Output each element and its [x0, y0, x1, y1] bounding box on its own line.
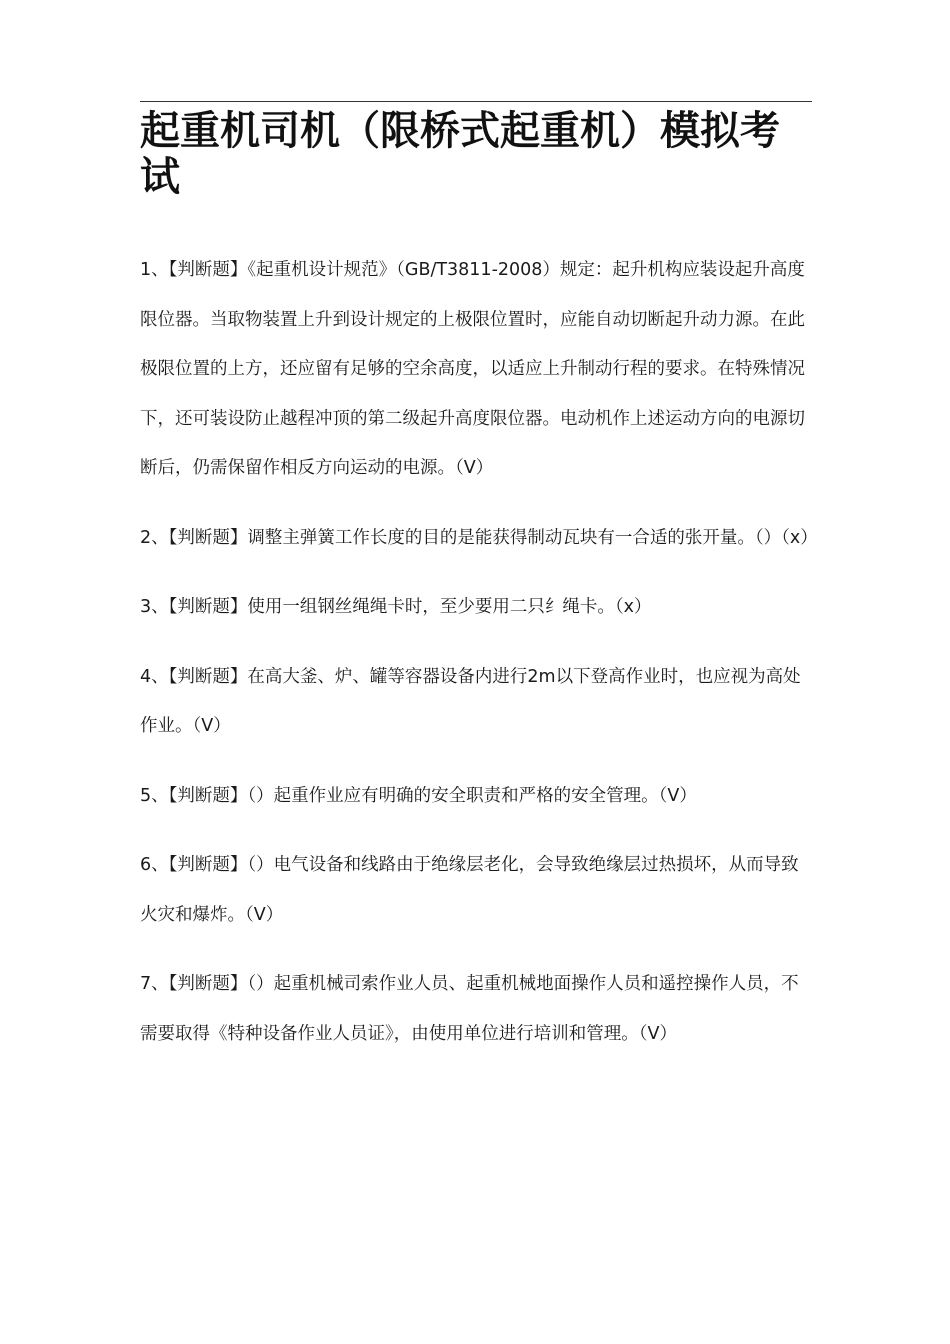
question-item: 6、【判断题】（）电气设备和线路由于绝缘层老化，会导致绝缘层过热损坏，从而导致火灾和爆炸。（V）	[140, 855, 799, 925]
question-list	[140, 246, 818, 1079]
question-item: 2、【判断题】调整主弹簧工作长度的目的是能获得制动瓦块有一合适的张开量。（）（x）	[140, 527, 818, 548]
question-item: 4、【判断题】在高大釜、炉、罐等容器设备内进行2m以下登高作业时，也应视为高处作业。（V）	[140, 666, 801, 736]
document-title: 起重机司机（限桥式起重机）模拟考试	[140, 108, 780, 200]
question-item: 5、【判断题】（）起重作业应有明确的安全职责和严格的安全管理。（V）	[140, 785, 697, 806]
title-divider	[140, 101, 812, 102]
question-item: 3、【判断题】使用一组钢丝绳绳卡时，至少要用二只纟绳卡。（x）	[140, 597, 652, 617]
question-item: 7、【判断题】（）起重机械司索作业人员、起重机械地面操作人员和遥控操作人员，不需要取得《特种设备作业人员证》，由使用单位进行培训和管理。（V）	[140, 974, 799, 1044]
question-item: 1、【判断题】《起重机设计规范》（GB/T3811-2008）规定：起升机构应装设起升高度限位器。当取物装置上升到设计规定的上极限位置时，应能自动切断起升动力源。在此极限位置的上方，还应留有足够的空余高度，以适应上升制动行程的要求。在特殊情况下，还可装设防止越程冲顶的第二级起升高度限位器。电动机作上述运动方向的电源切断后，仍需保留作相反方向运动的电源。（V）	[140, 260, 805, 478]
